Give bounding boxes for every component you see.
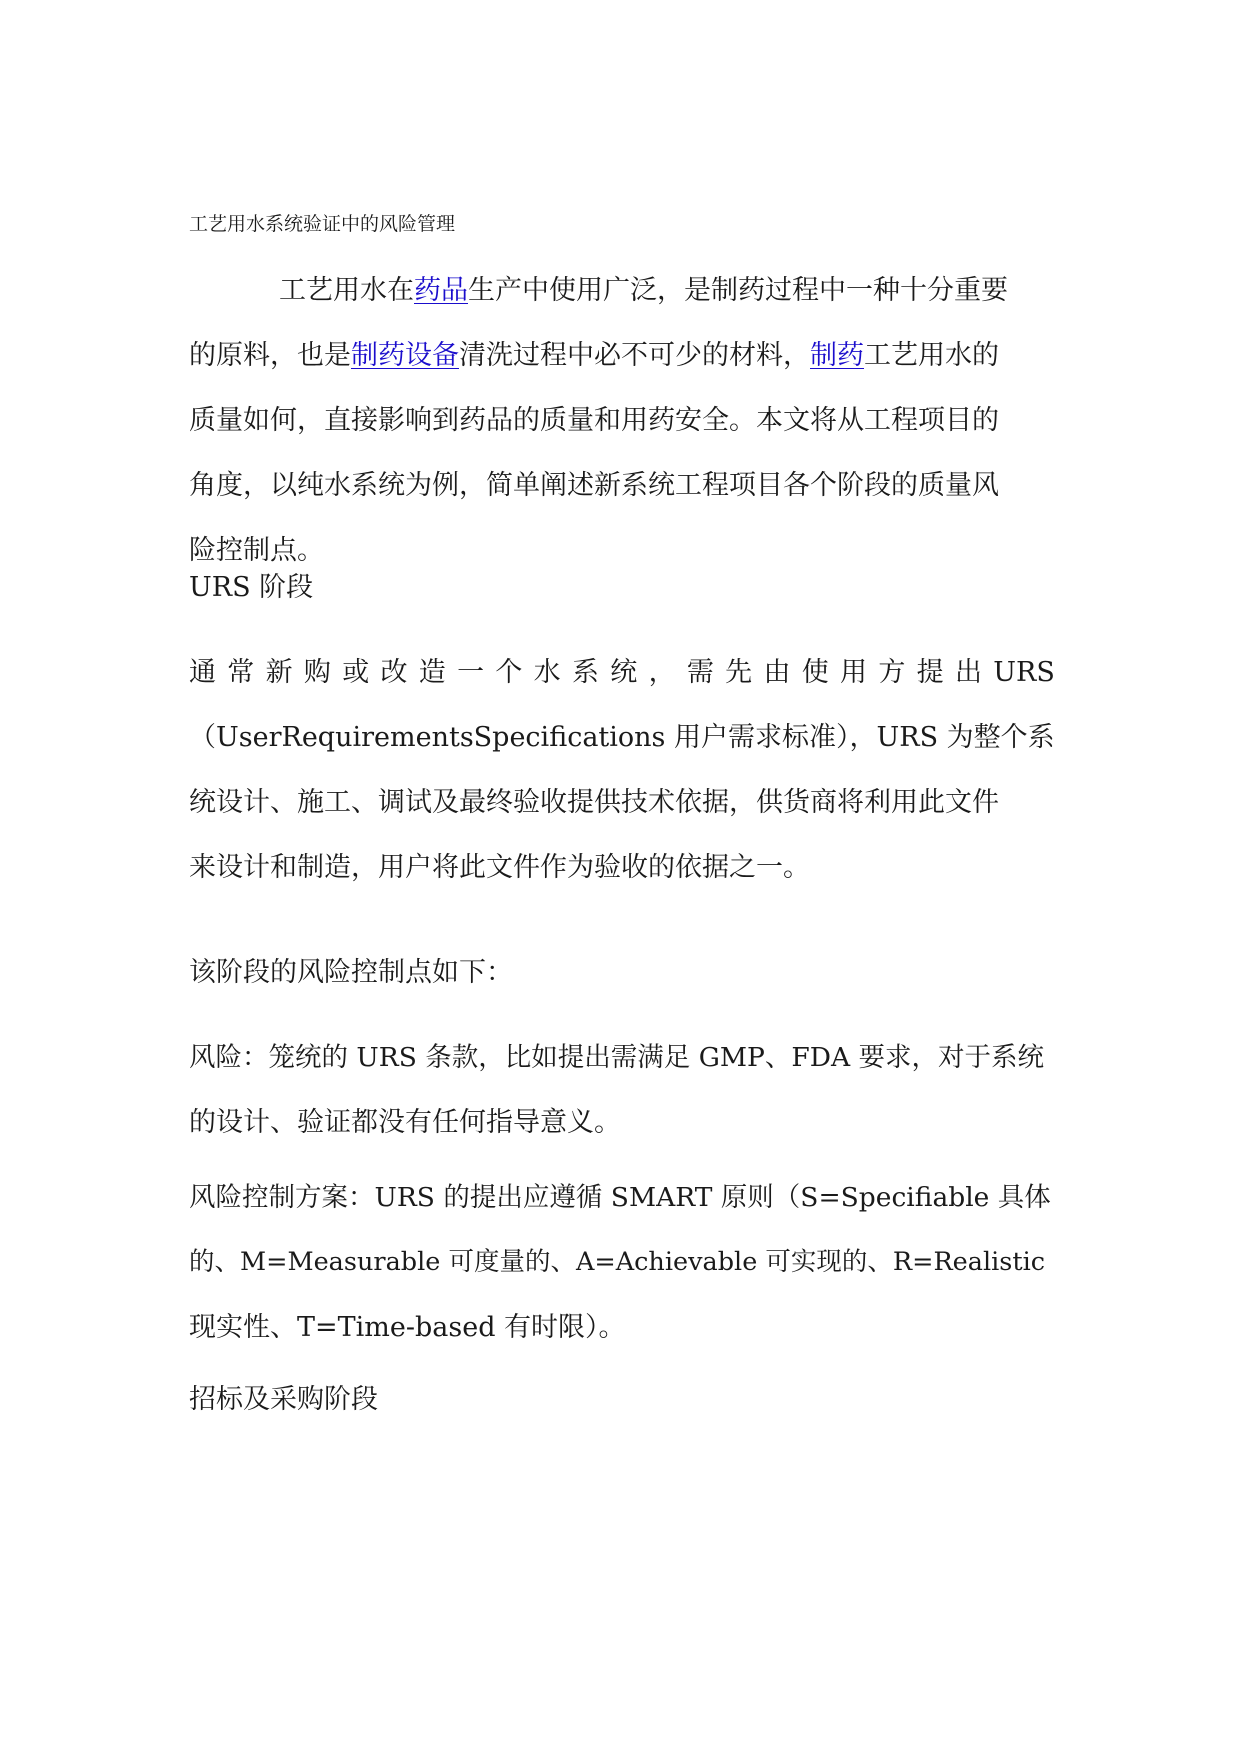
document-title: 工艺用水系统验证中的风险管理 [189, 213, 456, 235]
urs-line-1-char: 提 [916, 657, 944, 688]
urs-line-1-char: 常 [227, 657, 255, 688]
urs-line-1 [189, 640, 1055, 705]
intro-line-4: 角度，以纯水系统为例，简单阐述新系统工程项目各个阶段的质量风 [189, 470, 999, 501]
risk-line-2: 的设计、验证都没有任何指导意义。 [189, 1107, 621, 1138]
urs-line-1-char: ， [648, 657, 676, 688]
urs-line-1-char: 个 [495, 657, 523, 688]
link-pharma-equipment[interactable]: 制药设备 [351, 340, 459, 371]
urs-line-1-char: 需 [686, 657, 714, 688]
section-heading-urs: URS 阶段 [189, 572, 314, 603]
urs-line-3: 统设计、施工、调试及最终验收提供技术依据，供货商将利用此文件 [189, 787, 999, 818]
urs-line-1-char: 出 [954, 657, 982, 688]
risk-control-line-2: 的、M=Measurable 可度量的、A=Achievable 可实现的、R=Realistic [189, 1247, 1046, 1277]
intro-line-5: 险控制点。 [189, 535, 324, 566]
intro-line-3: 质量如何，直接影响到药品的质量和用药安全。本文将从工程项目的 [189, 405, 999, 436]
intro-paragraph [189, 258, 1055, 583]
control-points-intro: 该阶段的风险控制点如下： [189, 957, 513, 988]
urs-line-1-char: 造 [418, 657, 446, 688]
urs-line-1-char: 使 [801, 657, 829, 688]
urs-line-1-char: 通 [189, 657, 216, 688]
link-drug[interactable]: 药品 [414, 275, 468, 306]
urs-line-1-char: 系 [571, 657, 599, 688]
urs-line-1-char: 由 [763, 657, 791, 688]
urs-line-1-char: 统 [610, 657, 638, 688]
urs-line-1-char: 方 [878, 657, 906, 688]
urs-line-4: 来设计和制造，用户将此文件作为验收的依据之一。 [189, 852, 810, 883]
urs-line-1-char: 水 [533, 657, 561, 688]
risk-control-line-1: 风险控制方案：URS 的提出应遵循 SMART 原则（S=Specifiable 具体 [189, 1182, 1051, 1213]
risk-line-1: 风险：笼统的 URS 条款，比如提出需满足 GMP、FDA 要求，对于系统 [189, 1042, 1045, 1073]
urs-paragraph [189, 640, 1055, 900]
risk-control-paragraph [189, 1165, 1055, 1360]
intro-line-2: 的原料，也是制药设备清洗过程中必不可少的材料，制药工艺用水的 [189, 340, 999, 371]
urs-line-2: （UserRequirementsSpecifications 用户需求标准），URS 为整个系 [189, 722, 1055, 753]
link-pharma[interactable]: 制药 [810, 340, 864, 371]
section-heading-bidding: 招标及采购阶段 [189, 1384, 378, 1415]
urs-line-1-char: 购 [303, 657, 331, 688]
intro-line-1: 工艺用水在药品生产中使用广泛，是制药过程中一种十分重要 [279, 275, 1008, 306]
risk-control-line-3: 现实性、T=Time-based 有时限）。 [189, 1312, 626, 1343]
urs-line-1-char: 先 [725, 657, 753, 688]
urs-line-1-char: 或 [342, 657, 370, 688]
urs-line-1-char: 一 [457, 657, 485, 688]
urs-line-1-char: 新 [265, 657, 293, 688]
urs-line-1-char: URS [993, 657, 1055, 688]
urs-line-1-char: 改 [380, 657, 408, 688]
risk-paragraph [189, 1025, 1055, 1155]
urs-line-1-char: 用 [840, 657, 868, 688]
